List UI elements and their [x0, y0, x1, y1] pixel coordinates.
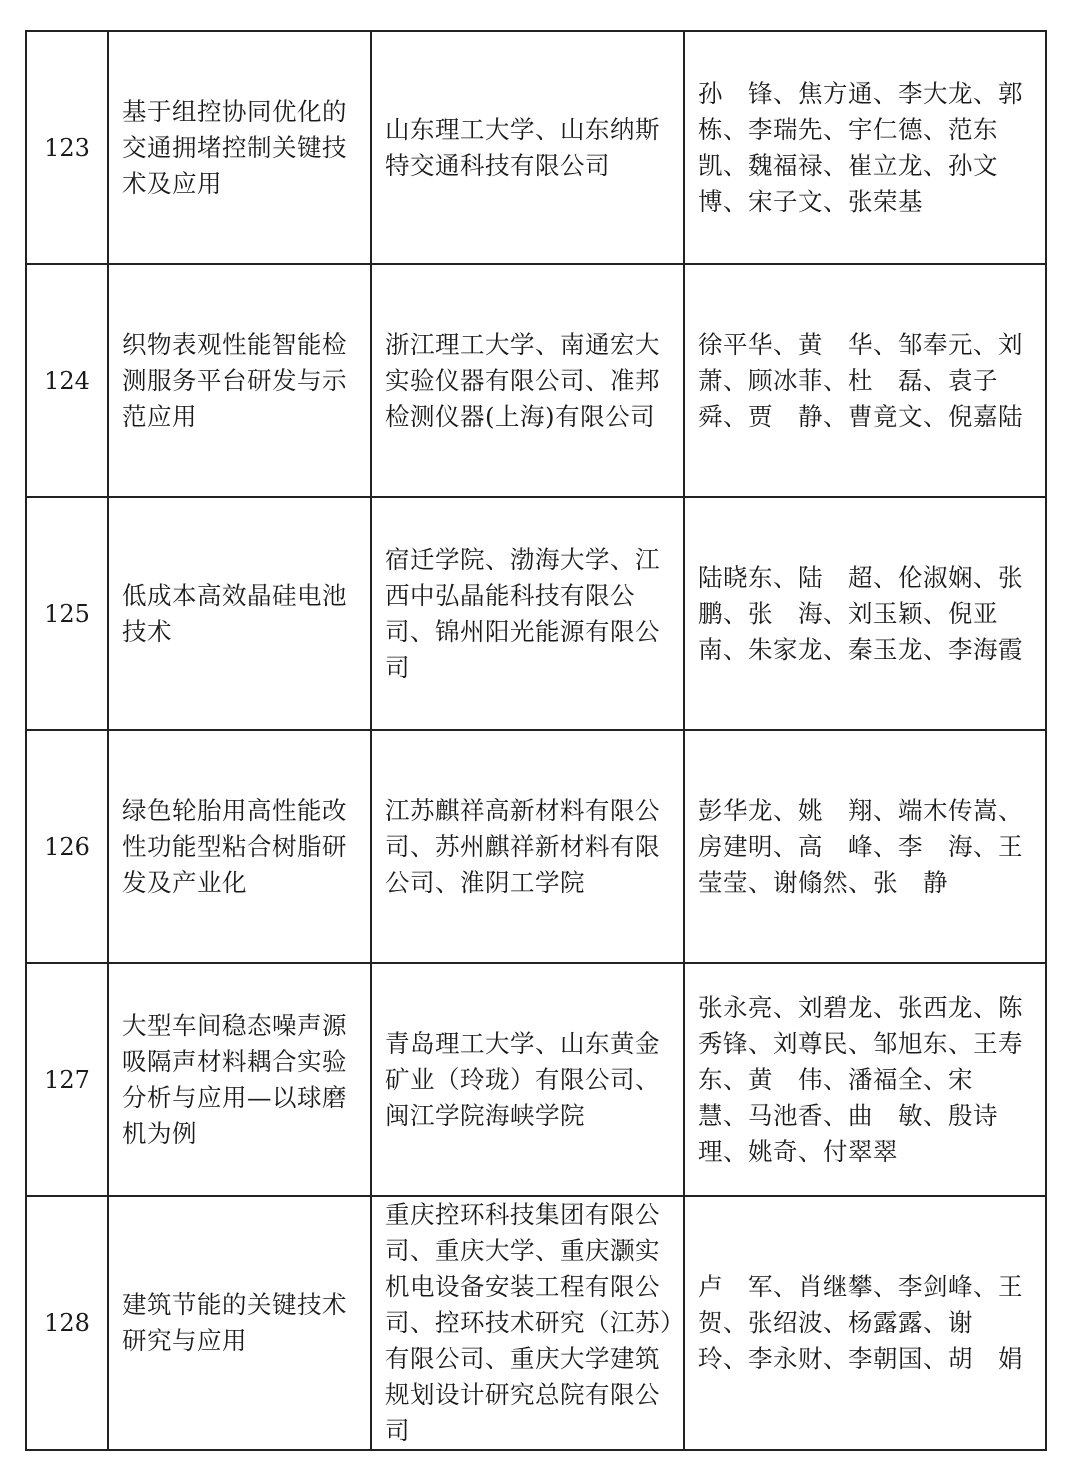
participants-cell	[684, 963, 1046, 1196]
participants: 彭华龙、姚 翔、端木传嵩、房建明、高 峰、李 海、王莹莹、谢翛然、张 静	[698, 795, 1023, 897]
project-title-cell	[108, 1196, 371, 1450]
table-row	[26, 264, 1046, 497]
table-row	[26, 963, 1046, 1196]
row-number: 123	[26, 31, 108, 264]
participants: 孙 锋、焦方通、李大龙、郭栋、李瑞先、宇仁德、范东凯、魏福禄、崔立龙、孙文博、宋子文、张荣基	[698, 78, 1023, 216]
project-title: 建筑节能的关键技术研究与应用	[122, 1290, 347, 1355]
organizations: 重庆控环科技集团有限公司、重庆大学、重庆灏实机电设备安装工程有限公司、控环技术研究（江苏）有限公司、重庆大学建筑规划设计研究总院有限公司	[385, 1200, 673, 1445]
participants: 卢 军、肖继攀、李剑峰、王 贺、张绍波、杨露露、谢 玲、李永财、李朝国、胡 娟	[698, 1272, 1048, 1373]
project-title: 绿色轮胎用高性能改性功能型粘合树脂研发及产业化	[122, 795, 347, 897]
participants-cell	[684, 31, 1046, 264]
participants-cell	[684, 264, 1046, 497]
organizations: 宿迁学院、渤海大学、江西中弘晶能科技有限公司、锦州阳光能源有限公司	[385, 544, 660, 682]
project-title: 大型车间稳态噪声源吸隔声材料耦合实验分析与应用—以球磨机为例	[122, 1010, 347, 1148]
row-number: 126	[26, 730, 108, 963]
table-row	[26, 31, 1046, 264]
row-number: 125	[26, 497, 108, 730]
awards-table	[25, 30, 1047, 1451]
participants-cell	[684, 497, 1046, 730]
project-title: 基于组控协同优化的交通拥堵控制关键技术及应用	[122, 96, 347, 198]
participants-cell	[684, 730, 1046, 963]
organizations-cell	[371, 31, 684, 264]
project-title-cell	[108, 963, 371, 1196]
organizations: 山东理工大学、山东纳斯特交通科技有限公司	[385, 114, 660, 180]
participants-cell	[684, 1196, 1046, 1450]
organizations: 青岛理工大学、山东黄金矿业（玲珑）有限公司、闽江学院海峡学院	[385, 1028, 660, 1130]
organizations-cell	[371, 497, 684, 730]
row-number: 128	[26, 1196, 108, 1450]
organizations: 江苏麒祥高新材料有限公司、苏州麒祥新材料有限公司、淮阴工学院	[385, 795, 660, 897]
project-title-cell	[108, 264, 371, 497]
project-title-cell	[108, 31, 371, 264]
project-title-cell	[108, 497, 371, 730]
organizations-cell	[371, 264, 684, 497]
row-number: 124	[26, 264, 108, 497]
table-row	[26, 497, 1046, 730]
project-title-cell	[108, 730, 371, 963]
organizations-cell	[371, 730, 684, 963]
row-number: 127	[26, 963, 108, 1196]
project-title: 织物表观性能智能检测服务平台研发与示范应用	[122, 329, 347, 431]
participants: 徐平华、黄 华、邹奉元、刘萧、顾冰菲、杜 磊、袁子舜、贾 静、曹竟文、倪嘉陆	[698, 329, 1023, 431]
project-title: 低成本高效晶硅电池技术	[122, 580, 347, 646]
table-row	[26, 730, 1046, 963]
table-row	[26, 1196, 1046, 1450]
participants: 张永亮、刘碧龙、张西龙、陈秀锋、刘尊民、邹旭东、王寿东、黄 伟、潘福全、宋 慧、马池香、曲 敏、殷诗理、姚奇、付翠翠	[698, 992, 1023, 1166]
organizations-cell	[371, 1196, 684, 1450]
organizations-cell	[371, 963, 684, 1196]
organizations: 浙江理工大学、南通宏大实验仪器有限公司、准邦检测仪器(上海)有限公司	[385, 329, 660, 431]
participants: 陆晓东、陆 超、伦淑娴、张鹏、张 海、刘玉颖、倪亚南、朱家龙、秦玉龙、李海霞	[698, 562, 1023, 664]
